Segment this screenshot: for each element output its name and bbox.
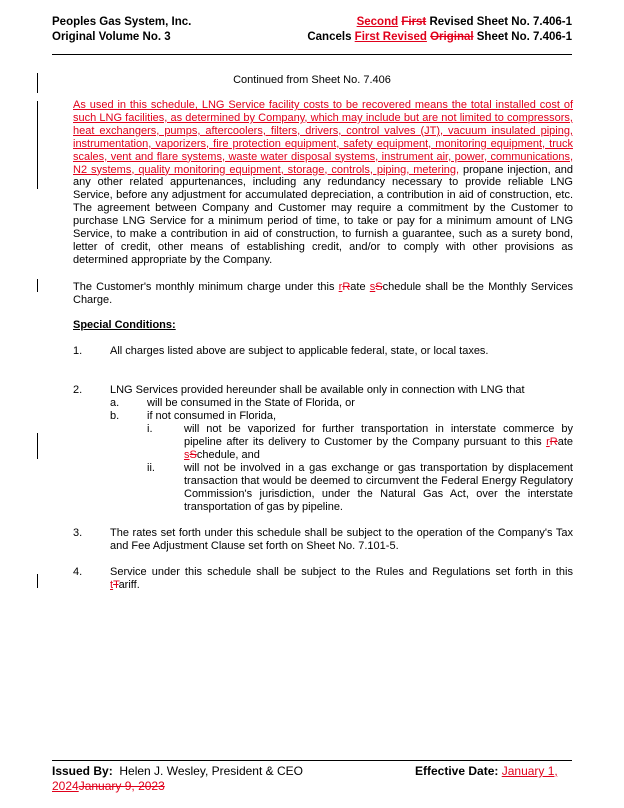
change-bar [37,433,38,459]
special-conditions-heading: Special Conditions: [73,319,176,331]
condition-number: 1. [73,345,83,357]
sub-item-label: i. [147,423,153,435]
cancels-sheet: Cancels First Revised Original Sheet No. 7.406-1 [307,31,572,43]
sub-item-text: will not be vaporized for further transportation in interstate commerce by pipeline after its delivery to Customer by the Company pursuant to this rRate sSchedule, and [184,423,573,461]
condition-number: 3. [73,527,83,539]
deleted-text: January 9, 2023 [78,779,165,793]
sub-item-label: a. [110,397,120,409]
condition-text: LNG Services provided hereunder shall be available only in connection with LNG that [110,384,525,396]
sheet-number: Second First Revised Sheet No. 7.406-1 [356,16,572,28]
inserted-text: 2024 [52,779,79,793]
sub-item-label: b. [110,410,120,422]
change-bar [37,101,38,189]
sub-item-text: will be consumed in the State of Florida, or [147,397,355,409]
continued-from: Continued from Sheet No. 7.406 [233,74,391,86]
header-rule [52,54,572,55]
company-name: Peoples Gas System, Inc. [52,16,192,28]
volume-number: Original Volume No. 3 [52,31,171,43]
facility-cost-paragraph: As used in this schedule, LNG Service facility costs to be recovered means the total installed cost of such LNG facilities, as determined by Company, which may include but are not limited to compressors, heat exchangers, pumps, aftercoolers, filters, drivers, control valves (JT), vacuum insulated piping, instrumentation, vaporizers, fire protection equipment, safety equipment, monitoring equipment, truck scales, vent and flare systems, waste water disposal systems, instrument air, power, communications, N2 systems, quality monitoring equipment, storage, controls, piping, metering, propane injection, and any other related appurtenances, including any redundancy necessary to provide reliable LNG Service, before any adjustment for accumulated depreciation, a contribution in aid of construction, etc. The agreement between Company and Customer may require a commitment by the Customer to purchase LNG Service for a minimum period of time, to take or pay for a minimum amount of LNG Service, to make a contribution in aid of construction, to furnish a guarantee, such as a surety bond, letter of credit, other means of establishing credit, and/or to comply with other provisions as determined appropriate by the Company. [73,99,573,266]
issued-by-label: Issued By: [52,764,113,778]
inserted-text: January 1, [501,764,558,778]
condition-number: 2. [73,384,83,396]
effective-date-label: Effective Date: [415,764,499,778]
condition-text: Service under this schedule shall be subject to the Rules and Regulations set forth in this tTariff. [110,566,573,591]
deleted-text: First [401,16,427,28]
minimum-charge-paragraph: The Customer's monthly minimum charge under this rRate sSchedule shall be the Monthly Services Charge. [73,281,573,306]
header-left [52,15,191,45]
footer-rule [52,760,572,761]
deleted-text: Original [430,31,474,43]
change-bar [37,279,38,292]
change-bar [37,574,38,588]
condition-text: The rates set forth under this schedule shall be subject to the operation of the Company's Tax and Fee Adjustment Clause set forth on Sheet No. 7.101-5. [110,527,573,552]
issued-by [52,764,303,779]
inserted-text: Second [356,16,399,28]
effective-date-continued [52,779,165,794]
effective-date [415,764,575,779]
issued-by-value: Helen J. Wesley, President & CEO [119,764,303,778]
condition-text: All charges listed above are subject to applicable federal, state, or local taxes. [110,345,489,357]
inserted-text: First Revised [354,31,427,43]
condition-number: 4. [73,566,83,578]
inserted-text: As used in this schedule, LNG Service facility costs to be recovered means the total installed cost of such LNG facilities, as determined by Company, which may include but are not limited to compressors, heat exchangers, pumps, aftercoolers, filters, drivers, control valves (JT), vacuum insulated piping, instrumentation, vaporizers, fire protection equipment, safety equipment, monitoring equipment, truck scales, vent and flare systems, waste water disposal systems, instrument air, power, communications, N2 systems, quality monitoring equipment, storage, controls, piping, metering, [73,99,573,176]
sub-item-text: will not be involved in a gas exchange or gas transportation by displacement transaction that would be deemed to circumvent the Federal Energy Regulatory Commission's jurisdiction, under the Natural Gas Act, over the interstate transportation of gas by pipeline. [184,462,573,513]
sub-item-text: if not consumed in Florida, [147,410,277,422]
header-right [307,15,572,45]
sub-item-label: ii. [147,462,155,474]
